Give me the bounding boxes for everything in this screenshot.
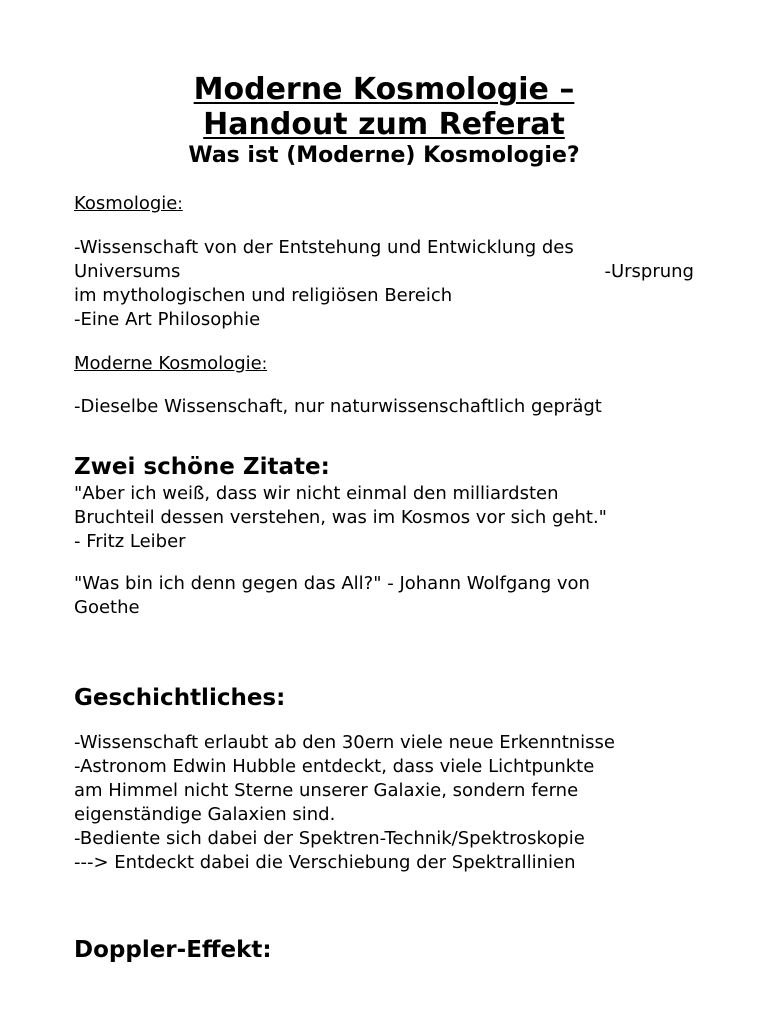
- kosmologie-line-4: -Eine Art Philosophie: [74, 309, 261, 330]
- kosmologie-line-1: -Wissenschaft von der Entstehung und Entwicklung des: [74, 237, 574, 258]
- quote-1-author: - Fritz Leiber: [74, 531, 186, 552]
- geschichte-line-2: -Astronom Edwin Hubble entdeckt, dass viele Lichtpunkte: [74, 756, 595, 777]
- kosmologie-label-colon: :: [177, 194, 183, 213]
- kosmologie-label-text: Kosmologie: [74, 193, 178, 214]
- moderne-kosmologie-line-1: -Dieselbe Wissenschaft, nur naturwissenschaftlich geprägt: [74, 396, 602, 417]
- kosmologie-label: [74, 192, 694, 216]
- zitate-heading: Zwei schöne Zitate:: [74, 454, 330, 480]
- geschichte-line-5: -Bediente sich dabei der Spektren-Technik/Spektroskopie: [74, 828, 585, 849]
- geschichte-line-1: -Wissenschaft erlaubt ab den 30ern viele neue Erkenntnisse: [74, 732, 615, 753]
- geschichtliches-heading: Geschichtliches:: [74, 685, 286, 711]
- kosmologie-line-3: im mythologischen und religiösen Bereich: [74, 285, 453, 306]
- document-title-line-1: Moderne Kosmologie –: [193, 72, 575, 107]
- moderne-kosmologie-label: [74, 352, 694, 376]
- quote-2-line-1: "Was bin ich denn gegen das All?" - Johann Wolfgang von: [74, 573, 590, 594]
- kosmologie-line-2-left: Universums: [74, 261, 181, 282]
- kosmologie-line-2-right: -Ursprung: [604, 261, 694, 282]
- moderne-kosmologie-label-colon: :: [261, 354, 268, 373]
- moderne-kosmologie-label-text: Moderne Kosmologie: [74, 353, 262, 374]
- geschichte-line-4: eigenständige Galaxien sind.: [74, 804, 336, 825]
- quote-1-line-2: Bruchteil dessen verstehen, was im Kosmos vor sich geht.": [74, 507, 607, 528]
- kosmologie-line-2: [74, 260, 694, 284]
- geschichte-line-3: am Himmel nicht Sterne unserer Galaxie, sondern ferne: [74, 780, 579, 801]
- document-page: [74, 72, 694, 964]
- quote-2-line-2: Goethe: [74, 597, 140, 618]
- doppler-effekt-heading: Doppler-Effekt:: [74, 937, 272, 963]
- geschichte-line-6: ---> Entdeckt dabei die Verschiebung der Spektrallinien: [74, 852, 576, 873]
- document-title-line-2: Handout zum Referat: [203, 107, 565, 142]
- quote-1-line-1: "Aber ich weiß, dass wir nicht einmal den milliardsten: [74, 483, 559, 504]
- document-subtitle: Was ist (Moderne) Kosmologie?: [188, 143, 580, 168]
